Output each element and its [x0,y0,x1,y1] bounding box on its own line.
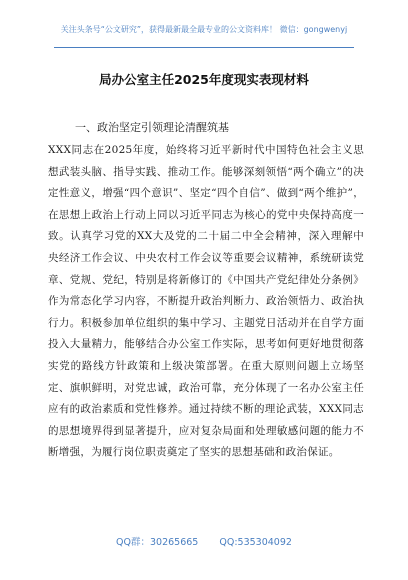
body-paragraph: XXX同志在2025年度，始终将习近平新时代中国特色社会主义思想武装头脑、指导实践、推动工作。能够深刻领悟“两个确立”的决定性意义，增强“四个意识”、坚定“四个自信”、做到“两个维护”，在思想上政治上行动上同以习近平同志为核心的党中央保持高度一致。认真学习党的XX大及党的二十届二中全会精神，深入理解中央经济工作会议、中央农村工作会议等重要会议精神，系统研读党章、党规、党纪，特别是将新修订的《中国共产党纪律处分条例》作为常态化学习内容，不断提升政治判断力、政治领悟力、政治执行力。积极参加单位组织的集中学习、主题党日活动并在自学方面投入大量精力，能够结合办公室工作实际，思考如何更好地贯彻落实党的路线方针政策和上级决策部署。在重大原则问题上立场坚定、旗帜鲜明，对党忠诚，政治可靠，充分体现了一名办公室主任应有的政治素质和党性修养。通过持续不断的理论武装，XXX同志的思想境界得到显著提升，应对复杂局面和处理敏感问题的能力不断增强，为履行岗位职责奠定了坚实的思想基础和政治保证。 [48,144,364,459]
footer-qq: QQ:535304092 [219,537,292,548]
footer-contact [0,534,408,548]
header-divider [54,47,354,48]
header-promo-note: 关注头条号“公文研究”，获得最新最全最专业的公文资料库！ 微信：gongwenyj [60,25,348,34]
footer-qq-group: QQ群：30265665 [116,537,199,548]
document-title: 局办公室主任2025年度现实表现材料 [99,72,309,87]
section-heading: 一、政治坚定引领理论清醒筑基 [75,121,229,134]
